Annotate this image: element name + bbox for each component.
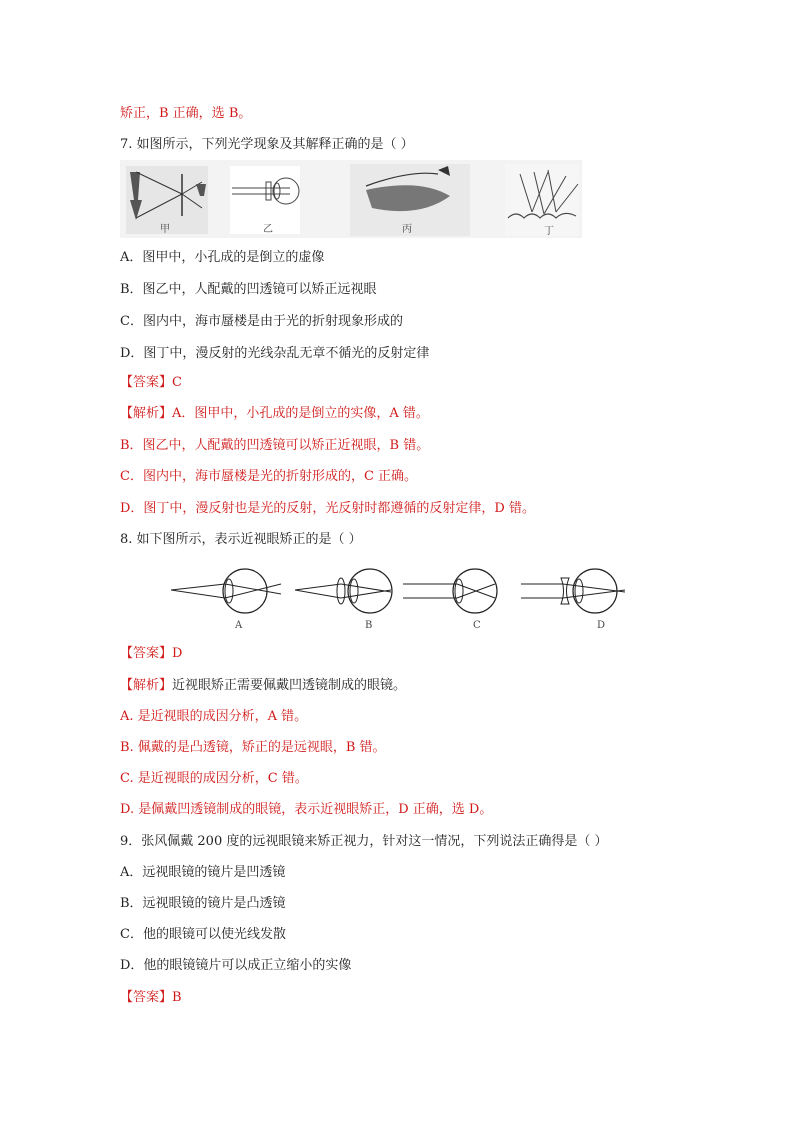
figure-7-ding-diffuse (505, 164, 579, 237)
question-9-answer: 【答案】B (120, 990, 182, 1005)
figure-8-eye-diagrams (165, 562, 645, 634)
question-8-explanation-1: A. 是近视眼的成因分析，A 错。 (120, 709, 308, 724)
question-7-explanation-2: B．图乙中，人配戴的凹透镜可以矫正近视眼，B 错。 (120, 438, 430, 453)
figure-8-label-c: C (473, 620, 481, 631)
figure-8-label-b: B (365, 620, 373, 631)
figure-7-bing-mirage (350, 164, 470, 236)
answer-tail-line: 矫正，B 正确，选 B。 (120, 106, 252, 121)
figure-7-caption-yi: 乙 (263, 224, 273, 235)
question-8-answer: 【答案】D (120, 646, 183, 661)
question-9-option-b: B．远视眼镜的镜片是凸透镜 (120, 896, 286, 911)
question-7-option-b: B．图乙中，人配戴的凹透镜可以矫正远视眼 (120, 282, 377, 297)
figure-7-jia-pinhole (126, 166, 208, 235)
figure-7-caption-bing: 丙 (402, 224, 412, 235)
question-9: 9．张风佩戴 200 度的远视眼镜来矫正视力，针对这一情况，下列说法正确得是（ ） (120, 834, 608, 849)
explanation-label: 【解析】 (120, 678, 173, 693)
figure-7-yi-eye-lens (230, 166, 300, 235)
figure-7-caption-jia: 甲 (160, 224, 170, 235)
question-7-explanation-4: D．图丁中，漫反射也是光的反射，光反射时都遵循的反射定律，D 错。 (120, 501, 535, 516)
figure-8-eye-a (171, 569, 281, 631)
question-7: 7. 如图所示，下列光学现象及其解释正确的是（ ） (120, 137, 414, 152)
question-8-explanation-4: D. 是佩戴凹透镜制成的眼镜，表示近视眼矫正，D 正确，选 D。 (120, 802, 493, 817)
figure-8-eye-c (403, 569, 497, 631)
question-9-option-d: D．他的眼镜镜片可以成正立缩小的实像 (120, 958, 352, 973)
question-7-explanation-3: C．图内中，海市蜃楼是光的折射形成的，C 正确。 (120, 469, 418, 484)
question-8-explanation-2: B. 佩戴的是凸透镜，矫正的是远视眼，B 错。 (120, 740, 386, 755)
question-9-option-c: C．他的眼镜可以使光线发散 (120, 927, 286, 942)
figure-8-label-a: A (235, 620, 243, 631)
question-8: 8. 如下图所示，表示近视眼矫正的是（ ） (120, 532, 362, 547)
figure-7-optics (120, 160, 582, 238)
figure-8-eye-b (295, 569, 392, 631)
question-7-option-a: A．图甲中，小孔成的是倒立的虚像 (120, 250, 325, 265)
question-8-explanation-3: C. 是近视眼的成因分析，C 错。 (120, 771, 308, 786)
question-7-explanation-1: 【解析】A．图甲中，小孔成的是倒立的实像，A 错。 (120, 406, 429, 421)
question-7-answer: 【答案】C (120, 375, 182, 390)
explanation-text: 近视眼矫正需要佩戴凹透镜制成的眼镜。 (172, 678, 407, 693)
question-7-option-d: D．图丁中，漫反射的光线杂乱无章不循光的反射定律 (120, 346, 430, 361)
question-8-explanation-0 (120, 677, 406, 695)
figure-7-caption-ding: 丁 (544, 226, 554, 237)
figure-8-eye-d (521, 569, 625, 631)
question-9-option-a: A．远视眼镜的镜片是凹透镜 (120, 865, 286, 880)
question-7-option-c: C．图内中，海市蜃楼是由于光的折射现象形成的 (120, 314, 403, 329)
figure-8-label-d: D (597, 620, 606, 631)
